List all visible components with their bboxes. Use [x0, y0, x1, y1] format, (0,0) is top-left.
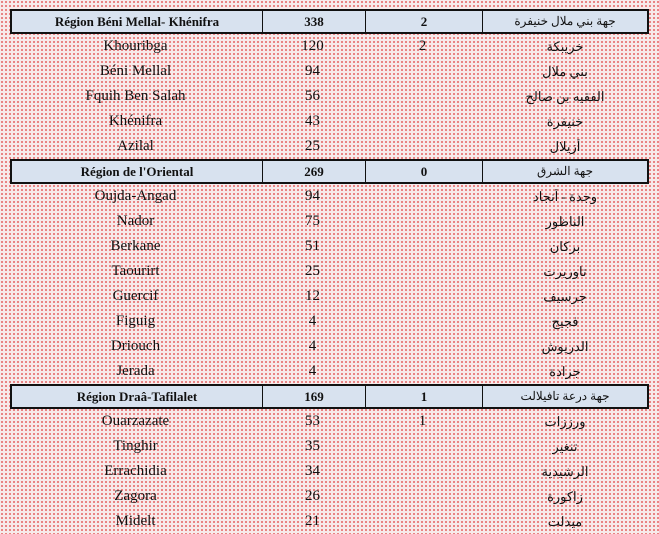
table-row [10, 59, 649, 84]
table-row [10, 509, 649, 534]
province-extra: 2 [418, 38, 427, 54]
region-name-ar: جهة درعة تافيلالت [520, 389, 610, 403]
region-name-ar: جهة بني ملال خنيفرة [514, 14, 616, 28]
province-count: 4 [308, 363, 317, 379]
province-count: 51 [305, 238, 320, 254]
province-name-ar: بركان [549, 238, 581, 254]
region-name-fr: Région Draâ-Tafilalet [12, 386, 263, 407]
province-name-fr: Taourirt [111, 263, 160, 279]
table-row [10, 209, 649, 234]
province-name-ar: جرادة [549, 363, 581, 379]
table-row [10, 334, 649, 359]
table-row [10, 434, 649, 459]
province-name-ar: وجدة - أنجاد [532, 188, 598, 204]
province-name-fr: Figuig [115, 313, 156, 329]
province-name-ar: الفقيه بن صالح [525, 88, 605, 104]
province-name-ar: الدريوش [541, 338, 589, 354]
table-row [10, 84, 649, 109]
province-count: 53 [305, 413, 320, 429]
table-row [10, 184, 649, 209]
region-total: 169 [263, 386, 366, 407]
province-count: 12 [305, 288, 320, 304]
region-total: 338 [263, 11, 366, 32]
province-name-fr: Tinghir [113, 438, 158, 454]
province-name-fr: Azilal [117, 138, 154, 154]
province-count: 94 [305, 63, 320, 79]
province-name-ar: ميدلت [547, 513, 583, 529]
province-count: 56 [305, 88, 320, 104]
table-row [10, 134, 649, 159]
region-extra: 2 [366, 11, 483, 32]
region-extra: 1 [366, 386, 483, 407]
table-row [10, 234, 649, 259]
province-count: 120 [301, 38, 324, 54]
province-name-fr: Midelt [115, 513, 156, 529]
province-name-fr: Berkane [110, 238, 161, 254]
province-count: 34 [305, 463, 320, 479]
table-row [10, 359, 649, 384]
province-name-fr: Khénifra [108, 113, 163, 129]
province-count: 4 [308, 313, 317, 329]
province-name-fr: Errachidia [104, 463, 167, 479]
table-row [10, 484, 649, 509]
province-name-ar: خريبكة [546, 38, 584, 54]
region-name-fr: Région de l'Oriental [12, 161, 263, 182]
province-count: 25 [305, 263, 320, 279]
province-name-ar: أزيلال [549, 138, 581, 154]
region-total: 269 [263, 161, 366, 182]
province-name-fr: Jerada [116, 363, 155, 379]
province-name-fr: Oujda-Angad [94, 188, 177, 204]
province-name-ar: تاوريرت [543, 263, 587, 279]
province-name-fr: Ouarzazate [101, 413, 170, 429]
province-count: 25 [305, 138, 320, 154]
province-name-fr: Khouribga [103, 38, 168, 54]
region-header [10, 159, 649, 184]
province-name-ar: زاكورة [547, 488, 583, 504]
province-name-fr: Fquih Ben Salah [85, 88, 186, 104]
province-name-ar: الرشيدية [541, 463, 589, 479]
province-name-ar: فجيج [551, 313, 579, 329]
province-name-ar: تنغير [552, 438, 578, 454]
province-count: 94 [305, 188, 320, 204]
province-name-ar: خنيفرة [546, 113, 584, 129]
province-count: 35 [305, 438, 320, 454]
region-name-ar: جهة الشرق [537, 164, 594, 178]
province-extra: 1 [418, 413, 427, 429]
province-count: 43 [305, 113, 320, 129]
province-name-fr: Driouch [110, 338, 161, 354]
province-count: 4 [308, 338, 317, 354]
region-header [10, 9, 649, 34]
table-row [10, 259, 649, 284]
table-row [10, 284, 649, 309]
province-name-fr: Nador [116, 213, 155, 229]
province-count: 26 [305, 488, 320, 504]
province-count: 21 [305, 513, 320, 529]
province-name-fr: Béni Mellal [99, 63, 172, 79]
province-count: 75 [305, 213, 320, 229]
province-name-ar: الناظور [545, 213, 585, 229]
province-name-ar: بني ملال [542, 63, 588, 79]
region-header [10, 384, 649, 409]
province-name-fr: Guercif [112, 288, 159, 304]
province-name-ar: جرسيف [543, 288, 587, 304]
province-name-fr: Zagora [114, 488, 157, 504]
table-row [10, 34, 649, 59]
table-row [10, 109, 649, 134]
region-name-fr: Région Béni Mellal- Khénifra [12, 11, 263, 32]
region-extra: 0 [366, 161, 483, 182]
province-name-ar: ورززات [544, 413, 586, 429]
table-row [10, 459, 649, 484]
table-row [10, 309, 649, 334]
table-row [10, 409, 649, 434]
